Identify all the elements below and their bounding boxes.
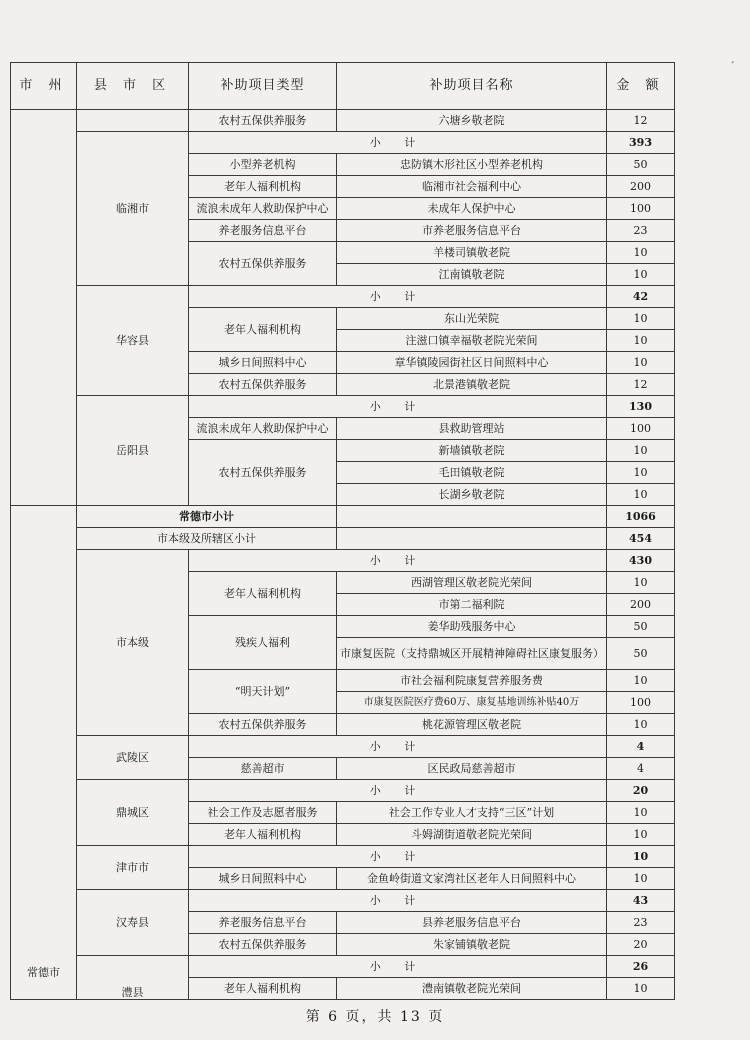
changde-total-empty xyxy=(337,506,607,528)
project-name: 未成年人保护中心 xyxy=(337,198,607,220)
amount: 20 xyxy=(607,934,675,956)
subtotal-amount: 393 xyxy=(607,132,675,154)
project-type: 残疾人福利 xyxy=(189,616,337,670)
project-type: 小型养老机构 xyxy=(189,154,337,176)
project-name: 市康复医院（支持鼎城区开展精神障碍社区康复服务） xyxy=(337,638,607,670)
total-row-changde xyxy=(11,506,675,528)
project-name: 县救助管理站 xyxy=(337,418,607,440)
county-hanshou: 汉寿县 xyxy=(77,890,189,956)
project-name: 桃花源管理区敬老院 xyxy=(337,714,607,736)
subtotal-row xyxy=(11,396,675,418)
amount: 50 xyxy=(607,638,675,670)
project-type: 农村五保供养服务 xyxy=(189,714,337,736)
project-type: 流浪未成年人救助保护中心 xyxy=(189,198,337,220)
amount: 10 xyxy=(607,308,675,330)
amount: 10 xyxy=(607,824,675,846)
project-name: 朱家铺镇敬老院 xyxy=(337,934,607,956)
project-name: 县养老服务信息平台 xyxy=(337,912,607,934)
project-type: 养老服务信息平台 xyxy=(189,220,337,242)
project-type: 慈善超市 xyxy=(189,758,337,780)
amount: 10 xyxy=(607,242,675,264)
county-cell-continued xyxy=(77,110,189,132)
project-name: 市养老服务信息平台 xyxy=(337,220,607,242)
project-type: 农村五保供养服务 xyxy=(189,110,337,132)
amount: 12 xyxy=(607,374,675,396)
subtotal-row xyxy=(11,132,675,154)
county-huarong: 华容县 xyxy=(77,286,189,396)
subsidy-table xyxy=(10,62,675,1000)
project-name: 澧南镇敬老院光荣间 xyxy=(337,978,607,1000)
amount: 10 xyxy=(607,352,675,374)
subtotal-row xyxy=(11,550,675,572)
subtotal-row xyxy=(11,956,675,978)
project-name: 忠防镇木形社区小型养老机构 xyxy=(337,154,607,176)
project-name: 新墙镇敬老院 xyxy=(337,440,607,462)
project-type: 城乡日间照料中心 xyxy=(189,868,337,890)
project-name: 章华镇陵园街社区日间照料中心 xyxy=(337,352,607,374)
amount: 10 xyxy=(607,330,675,352)
project-name: 市社会福利院康复营养服务费 xyxy=(337,670,607,692)
project-name: 羊楼司镇敬老院 xyxy=(337,242,607,264)
county-dingcheng: 鼎城区 xyxy=(77,780,189,846)
page-number: 第 6 页，共 13 页 xyxy=(305,1009,445,1025)
subtotal-label: 小 计 xyxy=(189,780,607,802)
project-name: 毛田镇敬老院 xyxy=(337,462,607,484)
project-name: 姜华助残服务中心 xyxy=(337,616,607,638)
subtotal-row xyxy=(11,736,675,758)
project-name: 金鱼岭街道文家湾社区老年人日间照料中心 xyxy=(337,868,607,890)
subtotal-label: 小 计 xyxy=(189,550,607,572)
subtotal-row xyxy=(11,890,675,912)
subtotal-label: 小 计 xyxy=(189,956,607,978)
project-type: 养老服务信息平台 xyxy=(189,912,337,934)
project-name: 江南镇敬老院 xyxy=(337,264,607,286)
amount: 23 xyxy=(607,220,675,242)
subtotal-row xyxy=(11,780,675,802)
table-row xyxy=(11,110,675,132)
header-project-name: 补助项目名称 xyxy=(337,63,607,110)
amount: 200 xyxy=(607,176,675,198)
county-wuling: 武陵区 xyxy=(77,736,189,780)
amount: 4 xyxy=(607,758,675,780)
city-level-total-empty xyxy=(337,528,607,550)
scan-mark: ﾞ xyxy=(731,62,736,73)
subtotal-label: 小 计 xyxy=(189,132,607,154)
project-name: 市康复医院医疗费60万、康复基地训练补贴40万 xyxy=(337,692,607,714)
project-type: 农村五保供养服务 xyxy=(189,440,337,506)
amount: 100 xyxy=(607,198,675,220)
county-jinshi: 津市市 xyxy=(77,846,189,890)
amount: 10 xyxy=(607,462,675,484)
amount: 23 xyxy=(607,912,675,934)
project-type: “明天计划” xyxy=(189,670,337,714)
project-name: 北景港镇敬老院 xyxy=(337,374,607,396)
amount: 10 xyxy=(607,714,675,736)
amount: 10 xyxy=(607,572,675,594)
project-name: 西湖管理区敬老院光荣间 xyxy=(337,572,607,594)
amount: 100 xyxy=(607,692,675,714)
city-level-total-amount: 454 xyxy=(607,528,675,550)
subtotal-label: 小 计 xyxy=(189,890,607,912)
subtotal-amount: 130 xyxy=(607,396,675,418)
subtotal-label: 小 计 xyxy=(189,846,607,868)
project-name: 社会工作专业人才支持“三区”计划 xyxy=(337,802,607,824)
project-type: 老年人福利机构 xyxy=(189,572,337,616)
project-type: 农村五保供养服务 xyxy=(189,242,337,286)
project-type: 老年人福利机构 xyxy=(189,308,337,352)
project-type: 老年人福利机构 xyxy=(189,176,337,198)
amount: 50 xyxy=(607,616,675,638)
county-linxiang: 临湘市 xyxy=(77,132,189,286)
county-shibenji: 市本级 xyxy=(77,550,189,736)
amount: 12 xyxy=(607,110,675,132)
amount: 10 xyxy=(607,484,675,506)
subtotal-amount: 43 xyxy=(607,890,675,912)
project-name: 六塘乡敬老院 xyxy=(337,110,607,132)
project-type: 老年人福利机构 xyxy=(189,824,337,846)
project-name: 东山光荣院 xyxy=(337,308,607,330)
project-type: 农村五保供养服务 xyxy=(189,374,337,396)
header-city: 市 州 xyxy=(11,63,77,110)
county-li: 澧县 xyxy=(77,956,189,1000)
subtotal-label: 小 计 xyxy=(189,396,607,418)
subtotal-amount: 42 xyxy=(607,286,675,308)
city-cell-yueyang xyxy=(11,110,77,506)
project-type: 流浪未成年人救助保护中心 xyxy=(189,418,337,440)
changde-total-amount: 1066 xyxy=(607,506,675,528)
city-level-total-label: 市本级及所辖区小计 xyxy=(77,528,337,550)
project-name: 市第二福利院 xyxy=(337,594,607,616)
project-name: 区民政局慈善超市 xyxy=(337,758,607,780)
subtotal-label: 小 计 xyxy=(189,736,607,758)
subtotal-row xyxy=(11,286,675,308)
total-row-city-level xyxy=(11,528,675,550)
amount: 10 xyxy=(607,978,675,1000)
project-type: 老年人福利机构 xyxy=(189,978,337,1000)
subtotal-amount: 10 xyxy=(607,846,675,868)
amount: 10 xyxy=(607,670,675,692)
header-amount: 金 额 xyxy=(607,63,675,110)
amount: 10 xyxy=(607,264,675,286)
header-project-type: 补助项目类型 xyxy=(189,63,337,110)
header-county: 县 市 区 xyxy=(77,63,189,110)
subtotal-label: 小 计 xyxy=(189,286,607,308)
table-header-row xyxy=(11,63,675,110)
project-type: 农村五保供养服务 xyxy=(189,934,337,956)
amount: 10 xyxy=(607,802,675,824)
project-type: 城乡日间照料中心 xyxy=(189,352,337,374)
subtotal-amount: 430 xyxy=(607,550,675,572)
city-changde: 常德市 xyxy=(11,506,77,1000)
project-name: 长湖乡敬老院 xyxy=(337,484,607,506)
project-name: 斗姆湖街道敬老院光荣间 xyxy=(337,824,607,846)
subtotal-amount: 26 xyxy=(607,956,675,978)
subtotal-row xyxy=(11,846,675,868)
project-name: 注滋口镇幸福敬老院光荣间 xyxy=(337,330,607,352)
subtotal-amount: 4 xyxy=(607,736,675,758)
project-type: 社会工作及志愿者服务 xyxy=(189,802,337,824)
changde-total-label: 常德市小计 xyxy=(77,506,337,528)
project-name: 临湘市社会福利中心 xyxy=(337,176,607,198)
amount: 100 xyxy=(607,418,675,440)
amount: 200 xyxy=(607,594,675,616)
subtotal-amount: 20 xyxy=(607,780,675,802)
amount: 10 xyxy=(607,440,675,462)
county-yueyang: 岳阳县 xyxy=(77,396,189,506)
amount: 50 xyxy=(607,154,675,176)
amount: 10 xyxy=(607,868,675,890)
